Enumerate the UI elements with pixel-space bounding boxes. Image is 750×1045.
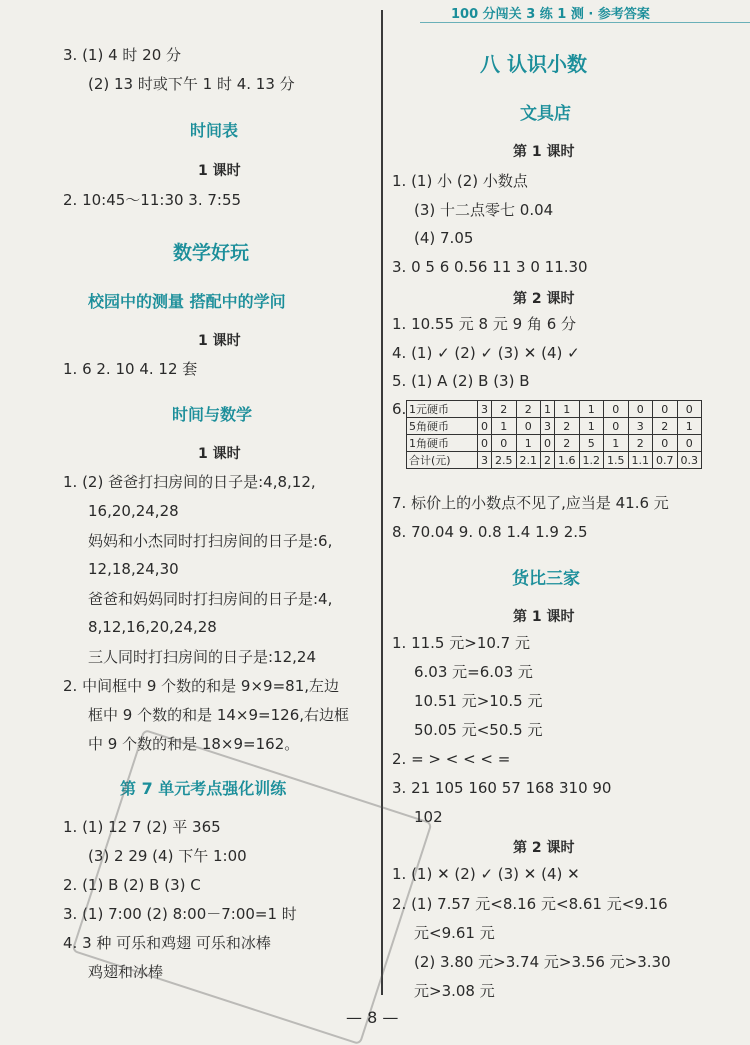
- lesson-label: 第 1 课时: [513, 144, 575, 160]
- table-row: [407, 435, 702, 452]
- table-cell: 0.7: [653, 452, 678, 469]
- text-line: 7. 标价上的小数点不见了,应当是 41.6 元: [392, 494, 669, 512]
- table-cell: 2.5: [492, 452, 517, 469]
- text-line: 1. (1) ✕ (2) ✓ (3) ✕ (4) ✕: [392, 865, 580, 883]
- text-line: (3) 2 29 (4) 下午 1:00: [88, 847, 247, 865]
- table-row: [407, 452, 702, 469]
- row-label: 1元硬币: [407, 401, 478, 418]
- table-cell: 3: [478, 401, 492, 418]
- text-line: 3. (1) 4 时 20 分: [63, 46, 182, 64]
- text-line: 元<9.61 元: [414, 924, 495, 942]
- table-cell: 0.3: [677, 452, 702, 469]
- table-cell: 0: [604, 401, 629, 418]
- table-cell: 1: [579, 418, 604, 435]
- table-cell: 0: [478, 435, 492, 452]
- text-line: (3) 十二点零七 0.04: [414, 201, 554, 219]
- text-line: 1. (1) 12 7 (2) 平 365: [63, 818, 221, 836]
- text-line: 50.05 元<50.5 元: [414, 721, 543, 739]
- table-cell: 0: [478, 418, 492, 435]
- text-line: 4. 3 种 可乐和鸡翅 可乐和冰棒: [63, 934, 271, 952]
- page-header: 100 分闯关 3 练 1 测 · 参考答案: [451, 7, 650, 22]
- table-cell: 0: [541, 435, 555, 452]
- lesson-label: 第 1 课时: [513, 609, 575, 625]
- table-cell: 0: [604, 418, 629, 435]
- text-line: 框中 9 个数的和是 14×9=126,右边框: [88, 706, 350, 724]
- table-cell: 1.2: [579, 452, 604, 469]
- table-cell: 2: [516, 401, 541, 418]
- text-line: 10.51 元>10.5 元: [414, 692, 543, 710]
- text-line: 12,18,24,30: [88, 560, 179, 578]
- table-cell: 1: [555, 401, 580, 418]
- lesson-label: 1 课时: [198, 163, 241, 179]
- row-label: 5角硬币: [407, 418, 478, 435]
- text-line: 鸡翅和冰棒: [88, 963, 164, 981]
- lesson-label: 第 2 课时: [513, 291, 575, 307]
- table-cell: 0: [492, 435, 517, 452]
- text-line: 3. 21 105 160 57 168 310 90: [392, 779, 612, 797]
- text-line: 爸爸和妈妈同时打扫房间的日子是:4,: [88, 590, 333, 608]
- text-line: 2. = > < < < =: [392, 750, 511, 768]
- table-cell: 1: [604, 435, 629, 452]
- lesson-label: 1 课时: [198, 446, 241, 462]
- header-rule: [420, 22, 750, 23]
- table-cell: 3: [628, 418, 653, 435]
- table-cell: 2.1: [516, 452, 541, 469]
- table-row: [407, 418, 702, 435]
- chapter-title: 八 认识小数: [480, 52, 587, 76]
- table-cell: 3: [541, 418, 555, 435]
- table-cell: 1: [516, 435, 541, 452]
- text-line: 中 9 个数的和是 18×9=162。: [88, 735, 300, 753]
- text-line: 6.03 元=6.03 元: [414, 663, 533, 681]
- table-cell: 1.1: [628, 452, 653, 469]
- table-cell: 0: [677, 435, 702, 452]
- section-title: 第 7 单元考点强化训练: [120, 779, 287, 798]
- section-subtitle: 校园中的测量 搭配中的学问: [88, 292, 286, 311]
- section-title: 数学好玩: [173, 242, 250, 264]
- table-cell: 3: [478, 452, 492, 469]
- text-line: 1. 11.5 元>10.7 元: [392, 634, 530, 652]
- text-line: 1. (1) 小 (2) 小数点: [392, 172, 528, 190]
- row-label: 1角硬币: [407, 435, 478, 452]
- text-line: 3. (1) 7:00 (2) 8:00－7:00=1 时: [63, 905, 297, 923]
- text-line: 102: [414, 808, 443, 826]
- table-cell: 2: [555, 435, 580, 452]
- text-line: 2. (1) 7.57 元<8.16 元<8.61 元<9.16: [392, 895, 668, 913]
- text-line: 5. (1) A (2) B (3) B: [392, 372, 530, 390]
- text-line: 元>3.08 元: [414, 982, 495, 1000]
- table-cell: 5: [579, 435, 604, 452]
- text-line: 3. 0 5 6 0.56 11 3 0 11.30: [392, 258, 588, 276]
- text-line: (2) 13 时或下午 1 时 4. 13 分: [88, 75, 295, 93]
- table-cell: 2: [628, 435, 653, 452]
- table-cell: 1: [492, 418, 517, 435]
- text-line: (2) 3.80 元>3.74 元>3.56 元>3.30: [414, 953, 671, 971]
- text-line: (4) 7.05: [414, 229, 474, 247]
- table-cell: 0: [653, 435, 678, 452]
- text-line: 2. (1) B (2) B (3) C: [63, 876, 201, 894]
- section-title: 时间表: [190, 121, 239, 140]
- text-line: 1. (2) 爸爸打扫房间的日子是:4,8,12,: [63, 473, 316, 491]
- text-line: 1. 6 2. 10 4. 12 套: [63, 360, 198, 378]
- table-cell: 0: [516, 418, 541, 435]
- table-cell: 0: [628, 401, 653, 418]
- text-line: 8. 70.04 9. 0.8 1.4 1.9 2.5: [392, 523, 588, 541]
- text-line: 1. 10.55 元 8 元 9 角 6 分: [392, 315, 577, 333]
- table-cell: 1: [677, 418, 702, 435]
- text-line: 妈妈和小杰同时打扫房间的日子是:6,: [88, 532, 333, 550]
- section-title: 时间与数学: [172, 405, 253, 424]
- section-title: 货比三家: [512, 569, 580, 589]
- text-line: 三人同时打扫房间的日子是:12,24: [88, 648, 316, 666]
- text-line: 2. 中间框中 9 个数的和是 9×9=81,左边: [63, 677, 340, 695]
- text-line: 8,12,16,20,24,28: [88, 618, 217, 636]
- table-cell: 1: [579, 401, 604, 418]
- table-cell: 1.6: [555, 452, 580, 469]
- table-cell: 2: [653, 418, 678, 435]
- table-row: [407, 401, 702, 418]
- table-cell: 1.5: [604, 452, 629, 469]
- question-number: 6.: [392, 400, 407, 418]
- lesson-label: 第 2 课时: [513, 840, 575, 856]
- coin-table: [406, 400, 702, 469]
- text-line: 16,20,24,28: [88, 502, 179, 520]
- text-line: 4. (1) ✓ (2) ✓ (3) ✕ (4) ✓: [392, 344, 580, 362]
- text-line: 2. 10:45～11:30 3. 7:55: [63, 191, 242, 209]
- table-cell: 2: [541, 452, 555, 469]
- lesson-label: 1 课时: [198, 333, 241, 349]
- table-cell: 2: [555, 418, 580, 435]
- table-cell: 2: [492, 401, 517, 418]
- table-cell: 0: [677, 401, 702, 418]
- page-number: — 8 —: [346, 1008, 399, 1027]
- table-cell: 0: [653, 401, 678, 418]
- table-cell: 1: [541, 401, 555, 418]
- section-title: 文具店: [520, 104, 571, 124]
- row-label: 合计(元): [407, 452, 478, 469]
